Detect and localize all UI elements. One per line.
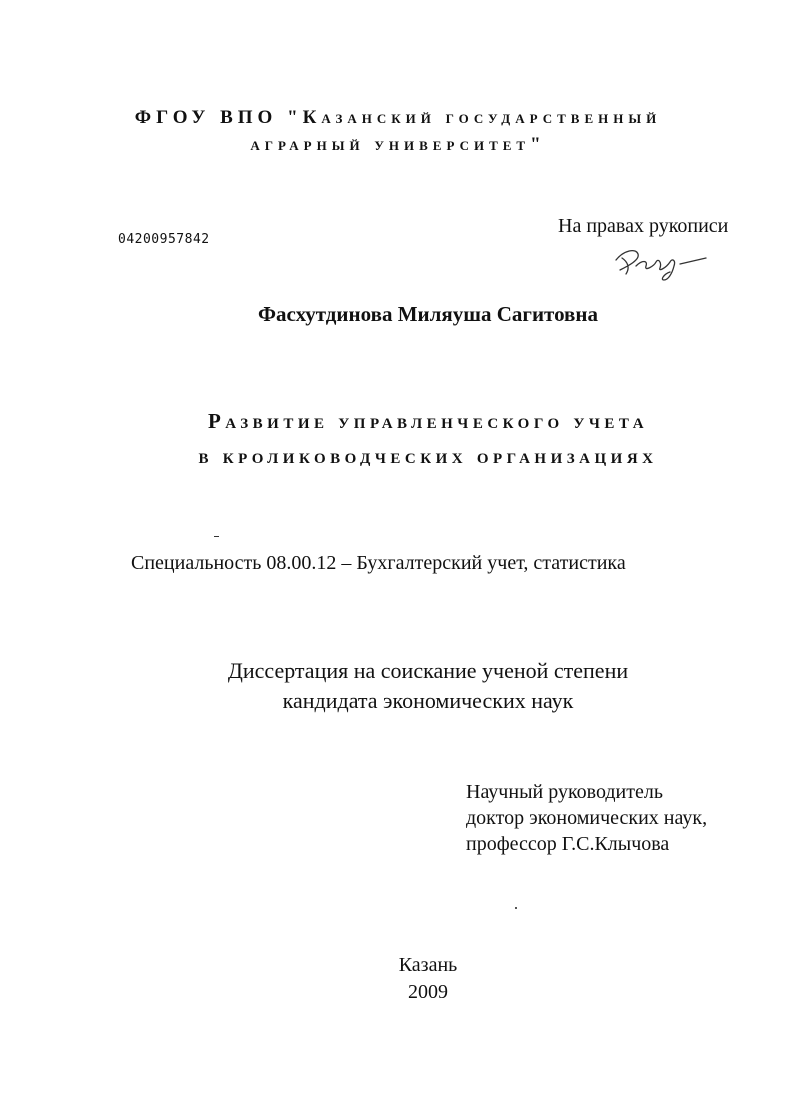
institution-header — [0, 104, 796, 158]
year: 2009 — [408, 981, 448, 1003]
supervisor-name: профессор Г.С.Клычова — [466, 833, 670, 855]
handwritten-signature — [610, 244, 710, 284]
manuscript-rights-note: На правах рукописи — [558, 215, 729, 237]
supervisor-degree: доктор экономических наук, — [466, 807, 708, 829]
institution-line-2: аграрный университет" — [250, 134, 546, 155]
title-line-1: Развитие управленческого учета — [207, 409, 649, 433]
scan-dot — [515, 907, 517, 909]
supervisor-block — [466, 779, 707, 857]
supervisor-role: Научный руководитель — [466, 781, 663, 803]
place-and-year — [0, 952, 796, 1006]
document-code: 04200957842 — [118, 232, 210, 247]
institution-line-1: ФГОУ ВПО "Казанский государственный — [134, 107, 662, 128]
dissertation-title — [0, 404, 796, 474]
city-name: Казань — [398, 954, 458, 976]
scan-mark — [214, 536, 219, 537]
author-name: Фасхутдинова Миляуша Сагитовна — [257, 302, 598, 326]
degree-line-2: кандидата экономических наук — [282, 688, 574, 713]
degree-statement — [0, 656, 796, 716]
title-line-2: в кролиководческих организациях — [198, 444, 658, 468]
degree-line-1: Диссертация на соискание ученой степени — [227, 658, 629, 683]
specialty-line: Специальность 08.00.12 – Бухгалтерский учет, статистика — [131, 552, 626, 574]
